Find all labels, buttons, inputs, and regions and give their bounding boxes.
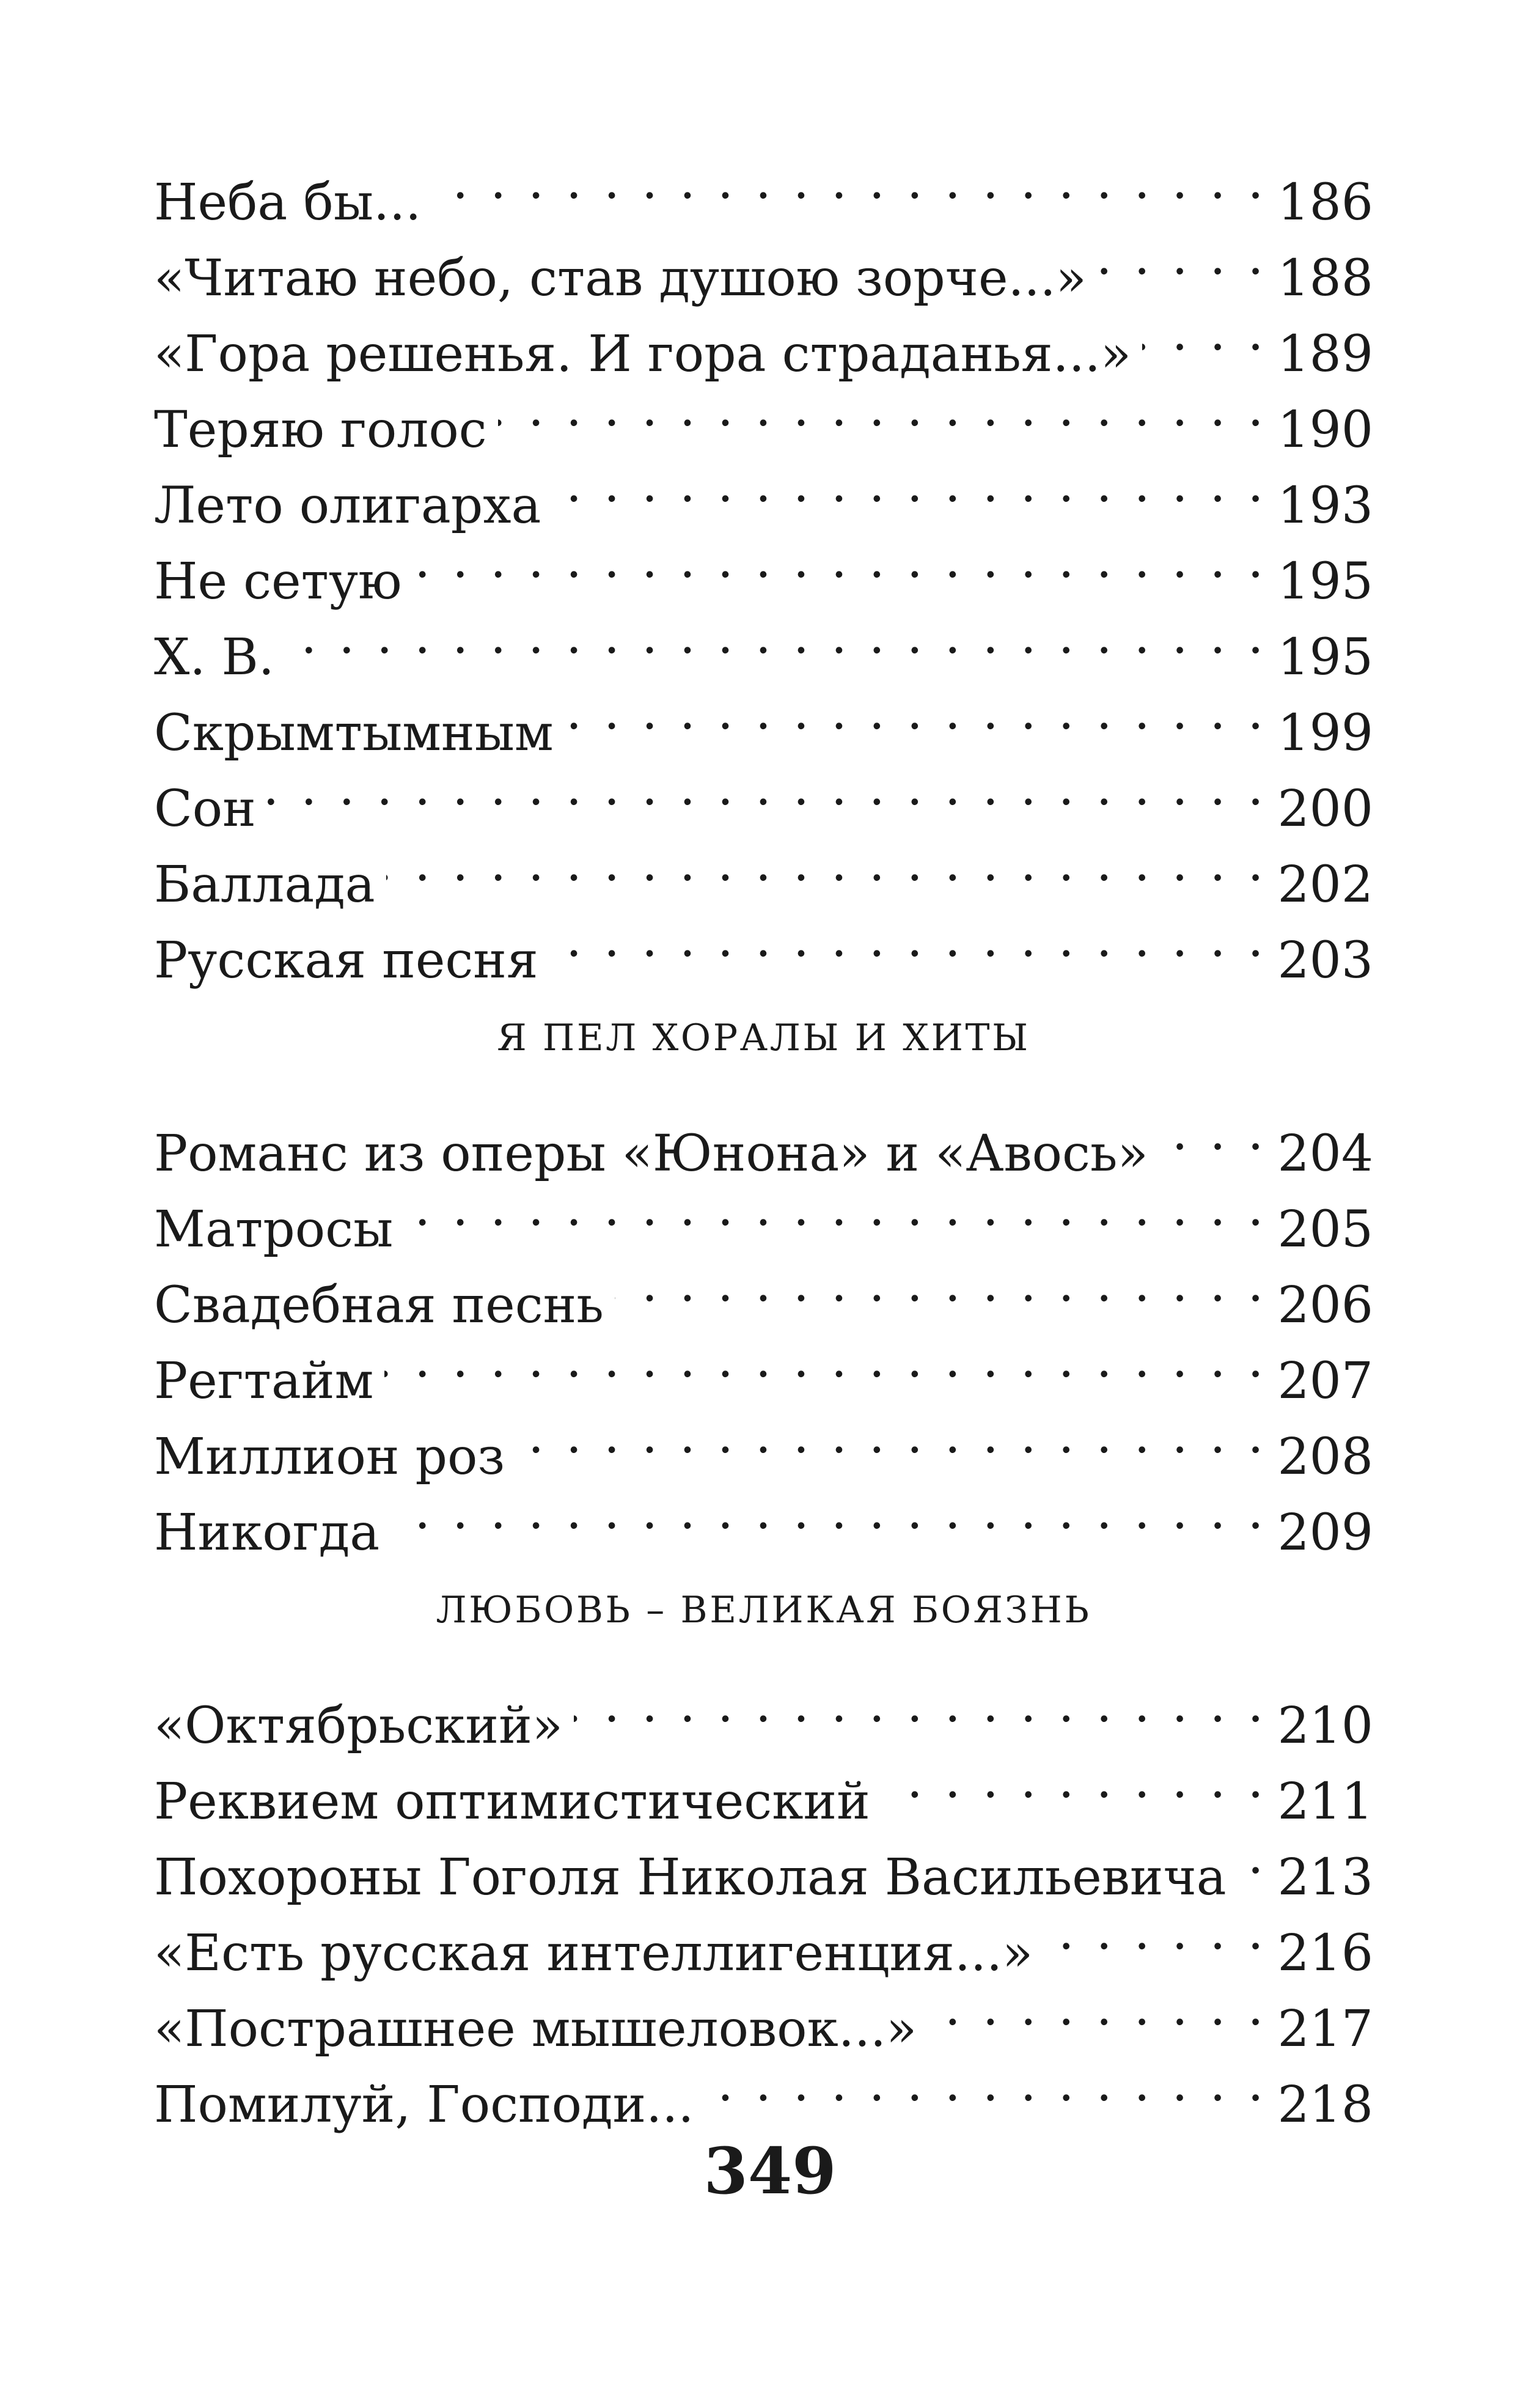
page-number: 349 bbox=[703, 2133, 837, 2209]
toc-entry-title: «Пострашнее мышеловок...» bbox=[154, 2000, 917, 2058]
section-heading: Я ПЕЛ ХОРАЛЫ И ХИТЫ bbox=[497, 1017, 1030, 1059]
toc-entry-page: 217 bbox=[1277, 2000, 1373, 2058]
dot-leader bbox=[1098, 219, 1267, 295]
toc-entry bbox=[154, 826, 1373, 914]
toc-section-1 bbox=[154, 144, 1373, 990]
toc-entry-title: Помилуй, Господи... bbox=[154, 2076, 694, 2134]
toc-entry-page: 195 bbox=[1277, 553, 1373, 611]
toc-entry-title: Русская песня bbox=[154, 932, 538, 990]
toc-entry-title: Реквием оптимистический bbox=[154, 1773, 870, 1831]
toc-entry-page: 210 bbox=[1277, 1697, 1373, 1755]
toc-entry-page: 199 bbox=[1277, 704, 1373, 762]
toc-entry-title: Миллион роз bbox=[154, 1428, 505, 1486]
toc-entry-title: Романс из оперы «Юнона» и «Авось» bbox=[154, 1125, 1148, 1183]
toc-entry-title: «Читаю небо, став душою зорче...» bbox=[154, 249, 1087, 307]
dot-leader bbox=[391, 1474, 1266, 1550]
toc-entry bbox=[154, 1095, 1373, 1183]
dot-leader bbox=[498, 371, 1267, 447]
toc-entry-title: Свадебная песнь bbox=[154, 1276, 604, 1334]
toc-entry-title: Регтайм bbox=[154, 1352, 374, 1410]
toc-entry-page: 186 bbox=[1277, 174, 1373, 232]
toc-entry-page: 193 bbox=[1277, 477, 1373, 535]
toc-entry bbox=[154, 598, 1373, 686]
dot-leader bbox=[549, 902, 1267, 977]
dot-leader bbox=[386, 826, 1267, 902]
toc-entry-title: Теряю голос bbox=[154, 401, 487, 459]
dot-leader bbox=[285, 598, 1267, 674]
toc-entry bbox=[154, 1667, 1373, 1755]
toc-entry-title: Скрымтымным bbox=[154, 704, 554, 762]
toc-entry bbox=[154, 750, 1373, 838]
toc-entry-title: Баллада bbox=[154, 856, 375, 914]
dot-leader bbox=[1142, 295, 1266, 371]
dot-leader bbox=[1159, 1095, 1267, 1171]
dot-leader bbox=[574, 1667, 1267, 1743]
toc-entry-page: 189 bbox=[1277, 325, 1373, 383]
table-of-contents bbox=[154, 144, 1373, 2134]
toc-entry bbox=[154, 144, 1373, 232]
toc-entry-title: Х. В. bbox=[154, 628, 274, 686]
toc-entry-title: Лето олигарха bbox=[154, 477, 541, 535]
toc-entry-page: 211 bbox=[1277, 1773, 1373, 1831]
toc-entry-title: Матросы bbox=[154, 1201, 394, 1259]
toc-entry-page: 213 bbox=[1277, 1849, 1373, 1907]
toc-entry-page: 209 bbox=[1277, 1504, 1373, 1562]
dot-leader bbox=[267, 750, 1267, 826]
dot-leader bbox=[881, 1743, 1267, 1819]
toc-entry-page: 205 bbox=[1277, 1201, 1373, 1259]
toc-entry-page: 206 bbox=[1277, 1276, 1373, 1334]
toc-entry-page: 200 bbox=[1277, 780, 1373, 838]
toc-section-3 bbox=[154, 1553, 1373, 2134]
toc-entry-page: 202 bbox=[1277, 856, 1373, 914]
toc-entry-title: «Гора решенья. И гора страданья...» bbox=[154, 325, 1131, 383]
toc-entry-page: 190 bbox=[1277, 401, 1373, 459]
toc-entry-page: 216 bbox=[1277, 1924, 1373, 1982]
section-heading: ЛЮБОВЬ – ВЕЛИКАЯ БОЯЗНЬ bbox=[436, 1589, 1091, 1632]
dot-leader bbox=[705, 2046, 1266, 2122]
toc-entry-title: Не сетую bbox=[154, 553, 402, 611]
toc-entry-title: «Октябрьский» bbox=[154, 1697, 563, 1755]
toc-entry-title: «Есть русская интеллигенция...» bbox=[154, 1924, 1033, 1982]
toc-entry-page: 207 bbox=[1277, 1352, 1373, 1410]
toc-entry-page: 204 bbox=[1277, 1125, 1373, 1183]
dot-leader bbox=[516, 1398, 1266, 1474]
toc-section-2 bbox=[154, 981, 1373, 1562]
toc-entry-page: 195 bbox=[1277, 628, 1373, 686]
toc-entry-page: 203 bbox=[1277, 932, 1373, 990]
toc-entry-page: 188 bbox=[1277, 249, 1373, 307]
toc-entry-title: Никогда bbox=[154, 1504, 380, 1562]
dot-leader bbox=[413, 523, 1267, 598]
dot-leader bbox=[928, 1970, 1266, 2046]
toc-entry-title: Неба бы... bbox=[154, 174, 422, 232]
dot-leader bbox=[384, 1322, 1266, 1398]
toc-entry-title: Похороны Гоголя Николая Васильевича bbox=[154, 1849, 1226, 1907]
toc-entry-page: 208 bbox=[1277, 1428, 1373, 1486]
dot-leader bbox=[404, 1171, 1266, 1246]
dot-leader bbox=[432, 144, 1266, 219]
toc-entry bbox=[154, 674, 1373, 762]
toc-entry-page: 218 bbox=[1277, 2076, 1373, 2134]
dot-leader bbox=[1238, 1819, 1267, 1894]
dot-leader bbox=[615, 1246, 1267, 1322]
dot-leader bbox=[552, 447, 1266, 523]
dot-leader bbox=[1044, 1894, 1266, 1970]
dot-leader bbox=[565, 674, 1267, 750]
toc-entry-title: Сон bbox=[154, 780, 256, 838]
